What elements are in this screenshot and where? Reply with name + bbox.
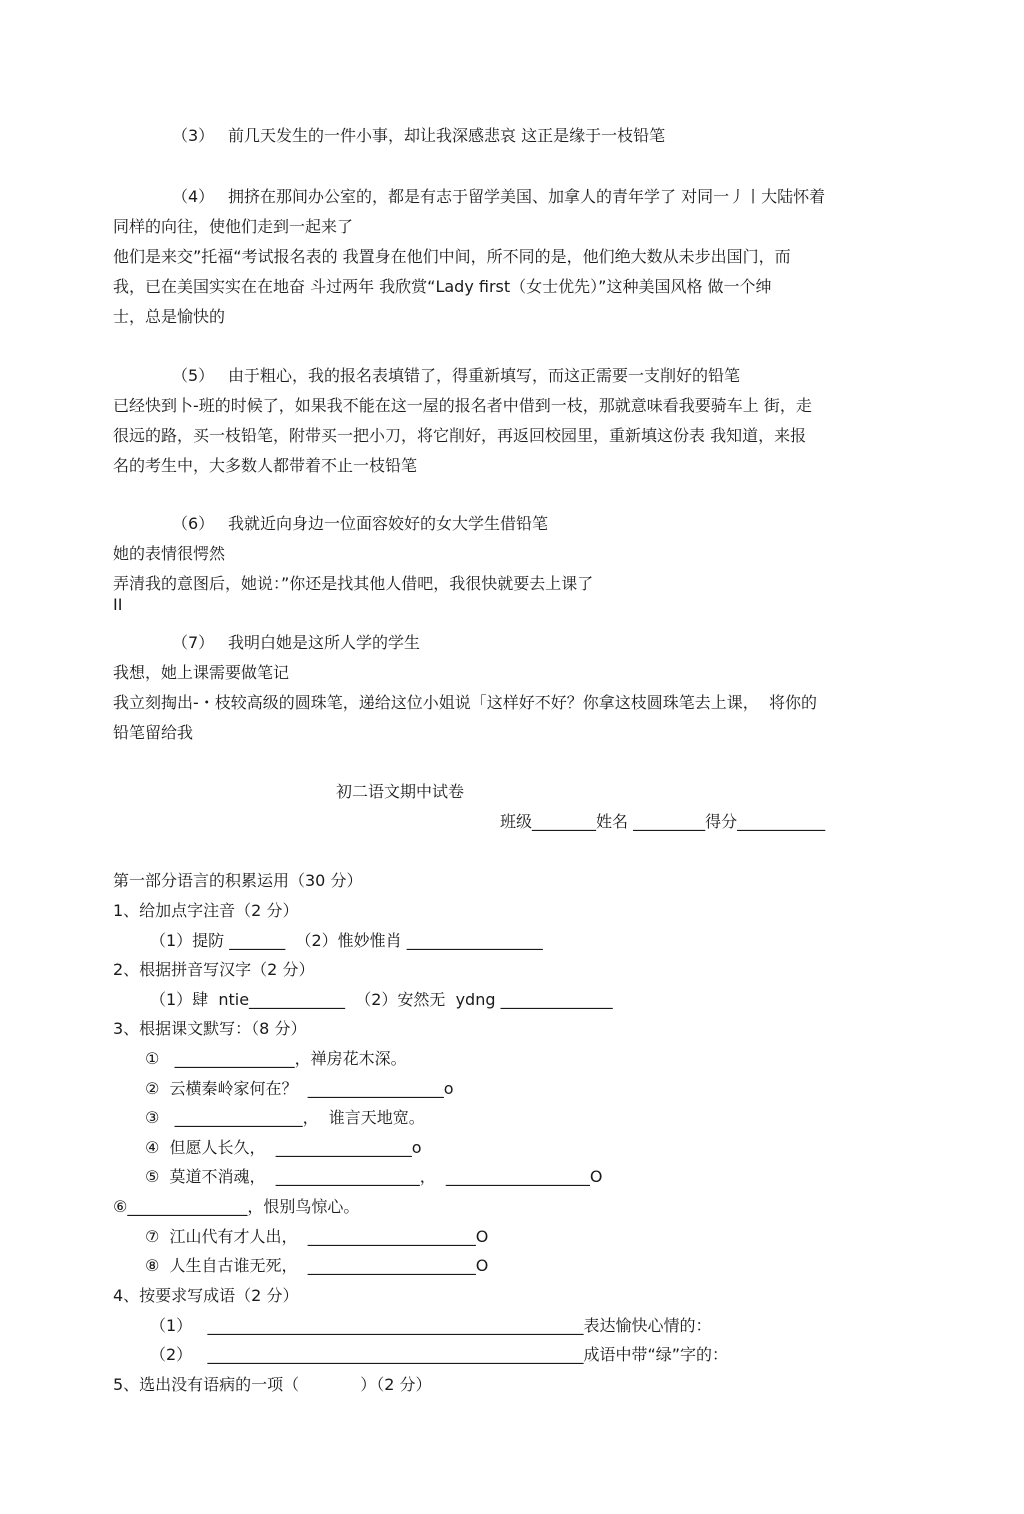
- question-5: 5、选出没有语病的一项（ ）（2 分）: [113, 1375, 432, 1394]
- paragraph-line: 我立刻掏出-・枝较高级的圆珠笔，递给这位小姐说「这样好不好？你拿这枝圆珠笔去上课， 将你的: [113, 693, 817, 712]
- recitation-item: ⑧ 人生自古谁无死， _____________________O: [145, 1256, 489, 1275]
- recitation-item: ① _______________，禅房花木深。: [145, 1049, 407, 1068]
- question-4: 4、按要求写成语（2 分）: [113, 1286, 299, 1305]
- paragraph-6: [172, 513, 548, 535]
- paragraph-text: 拥挤在那间办公室的，都是有志于留学美国、加拿人的青年学了 对同一丿丨大陆怀着: [228, 187, 826, 206]
- paragraph-line: 他们是来交”托福“考试报名表的 我置身在他们中间，所不同的是，他们绝大数从未步出国门，而: [113, 247, 791, 266]
- paragraph-number: （7）: [172, 633, 215, 652]
- question-1-blanks: （1）提防 _______ （2）惟妙惟肖 _________________: [150, 931, 543, 950]
- paragraph-line: 士，总是愉快的: [113, 307, 226, 326]
- paragraph-line: 已经快到卜-班的时候了，如果我不能在这一屋的报名者中借到一枝，那就意味看我要骑车上 街，走: [113, 396, 812, 415]
- paragraph-4: [172, 186, 825, 208]
- paragraph-number: （5）: [172, 366, 215, 385]
- question-3: 3、根据课文默写：（8 分）: [113, 1019, 307, 1038]
- paragraph-text: 我就近向身边一位面容姣好的女大学生借铅笔: [228, 514, 549, 533]
- paragraph-line: 很远的路，买一枝铅笔，附带买一把小刀，将它削好，再返回校园里，重新填这份表 我知道，来报: [113, 426, 807, 445]
- idiom-item: （2） _______________________________________________成语中带“绿”字的：: [150, 1345, 729, 1364]
- exam-title: 初二语文期中试卷: [336, 782, 465, 801]
- paragraph-text: 我明白她是这所人学的学生: [228, 633, 421, 652]
- paragraph-line: 我，已在美国实实在在地奋 斗过两年 我欣赏“Lady first（女士优先）”这种美国风格 做一个绅: [113, 277, 772, 296]
- recitation-item: ⑥_______________，恨别鸟惊心。: [113, 1197, 360, 1216]
- paragraph-line: 同样的向往，使他们走到一起来了: [113, 217, 354, 236]
- paragraph-number: （6）: [172, 514, 215, 533]
- question-2-blanks: （1）肆 ntie____________ （2）安然无 ydng ______________: [150, 990, 613, 1009]
- question-2: 2、根据拼音写汉字（2 分）: [113, 960, 315, 979]
- recitation-item: ⑦ 江山代有才人出， _____________________O: [145, 1227, 489, 1246]
- paragraph-number: （3）: [172, 126, 215, 145]
- paragraph-line: 名的考生中，大多数人都带着不止一枝铅笔: [113, 456, 418, 475]
- idiom-item: （1） _______________________________________________表达愉快心情的：: [150, 1316, 712, 1335]
- paragraph-line: 我想，她上课需要做笔记: [113, 663, 290, 682]
- paragraph-7: [172, 632, 420, 654]
- question-1: 1、给加点字注音（2 分）: [113, 901, 299, 920]
- part-heading: 第一部分语言的积累运用（30 分）: [113, 871, 363, 890]
- recitation-item: ② 云横秦岭家何在？ _________________o: [145, 1079, 454, 1098]
- recitation-item: ③ ________________， 谁言天地宽。: [145, 1108, 425, 1127]
- recitation-item: ④ 但愿人长久， _________________o: [145, 1138, 422, 1157]
- paragraph-line: 弄清我的意图后，她说：”你还是找其他人借吧，我很快就要去上课了: [113, 574, 594, 593]
- paragraph-line: 她的表情很愕然: [113, 544, 226, 563]
- paragraph-3: [172, 125, 665, 147]
- recitation-item: ⑤ 莫道不消魂， __________________， __________________O: [145, 1167, 603, 1186]
- paragraph-line: II: [113, 595, 123, 614]
- paragraph-number: （4）: [172, 187, 215, 206]
- paragraph-line: 铅笔留给我: [113, 723, 194, 742]
- student-info-line: 班级________姓名 _________得分___________: [500, 812, 826, 831]
- paragraph-text: 由于粗心，我的报名表填错了，得重新填写，而这正需要一支削好的铅笔: [228, 366, 741, 385]
- paragraph-text: 前几天发生的一件小事，却让我深感悲哀 这正是缘于一枝铅笔: [228, 126, 666, 145]
- paragraph-5: [172, 365, 740, 387]
